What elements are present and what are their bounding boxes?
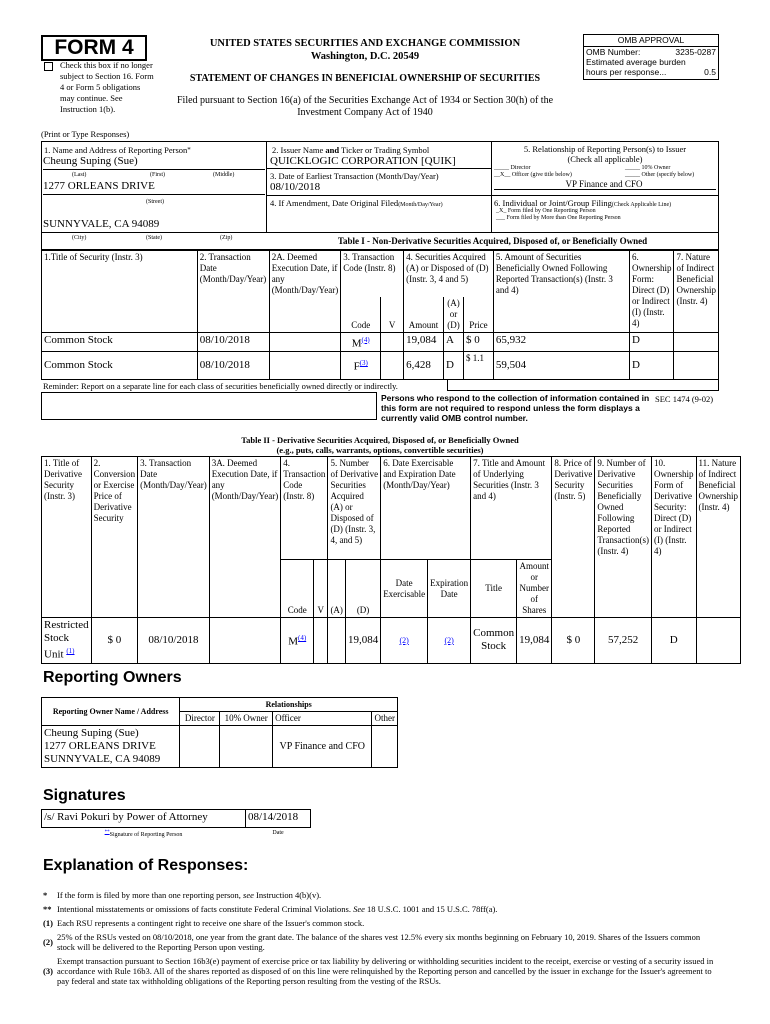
box6-label: 6. Individual or Joint/Group Filing(Check Applicable Line) <box>494 198 672 208</box>
omb-number-row <box>584 47 718 57</box>
t1-row-code: $M^{(4)}$ <box>341 332 381 352</box>
t2-row-code: $M^{(4)}$ <box>281 618 314 664</box>
table1-title: Table I - Non-Derivative Securities Acquired, Disposed of, or Beneficially Owned <box>337 236 648 246</box>
t2-h4: 4. Transaction Code (Instr. 8) <box>281 457 328 560</box>
t1-row-amount: 19,084 <box>404 332 444 352</box>
t1-h3: 3. Transaction Code (Instr. 8) <box>341 251 404 297</box>
t1-row-date: 08/10/2018 <box>197 352 269 380</box>
agency-line2: Washington, D.C. 20549 <box>310 51 420 62</box>
signature-table <box>41 809 311 844</box>
state-label: (State) <box>146 235 162 241</box>
owner-col-director: Director <box>180 712 220 726</box>
t1-sub-v: V <box>381 297 404 333</box>
footnote-link[interactable]: (2) <box>428 618 471 664</box>
box2-label: 2. Issuer Name and Ticker or Trading Symbol <box>272 145 430 155</box>
omb-title: OMB APPROVAL <box>584 35 718 47</box>
footnote-link[interactable]: (3) <box>359 359 368 368</box>
t2-sub-title: Title <box>471 560 517 618</box>
t2-row-conv: $ 0 <box>91 618 138 664</box>
t1-h7: 7. Nature of Indirect Beneficial Ownership (Instr. 4) <box>674 251 719 333</box>
city-underline <box>41 232 719 233</box>
t2-h2: 2. Conversion or Exercise Price of Derivative Security <box>91 457 138 618</box>
box3-label: 3. Date of Earliest Transaction (Month/Day/Year) <box>270 171 439 181</box>
print-type-note: (Print or Type Responses) <box>41 129 130 139</box>
t1-h6: 6. Ownership Form: Direct (D) or Indirect (I) (Instr. 4) <box>629 251 674 333</box>
omb-hours-label: hours per response... <box>586 67 667 77</box>
explanation-item: (2) 25% of the RSUs vested on 08/10/2018, one year from the grant date. The balance of the shares vest 12.5% every six months beginning on February 10, 2019. Shares of the Issuers common stock will be delivered to the Reporting Person upon vesting. <box>43 932 701 952</box>
t2-row-d: 19,084 <box>345 618 380 664</box>
t1-row-title: Common Stock <box>42 352 198 380</box>
t2-row-owned: 57,252 <box>595 618 652 664</box>
owner-other <box>372 726 398 768</box>
middle-label: (Middle) <box>213 172 235 178</box>
table-row <box>42 618 741 664</box>
t1-row-owned: 59,504 <box>493 352 629 380</box>
one-person-option: _X_ Form filed by One Reporting Person <box>496 208 596 214</box>
check-box-text: Check this box if no longer subject to Section 16. Form 4 or Form 5 obligations may continue. See Instruction 1(b). <box>60 60 154 114</box>
name-underline <box>43 169 265 170</box>
t1-row-date: 08/10/2018 <box>197 332 269 352</box>
t2-row-date: 08/10/2018 <box>138 618 210 664</box>
t2-h7: 7. Title and Amount of Underlying Securities (Instr. 3 and 4) <box>471 457 552 560</box>
reporting-owners-heading: Reporting Owners <box>43 669 182 686</box>
table-row <box>42 726 398 768</box>
t2-h10: 10. Ownership Form of Derivative Security: Direct (D) or Indirect (I) (Instr. 4) <box>652 457 697 618</box>
explanation-list <box>43 890 719 986</box>
reminder-line <box>447 379 719 391</box>
table1 <box>41 250 719 380</box>
t1-row-form: D <box>629 352 674 380</box>
t2-row-u-amount: 19,084 <box>517 618 552 664</box>
t2-row-u-title: Common Stock <box>471 618 517 664</box>
statement-title: STATEMENT OF CHANGES IN BENEFICIAL OWNERSHIP OF SECURITIES <box>189 73 541 84</box>
t1-row-price: $ 1.1 <box>463 352 493 380</box>
owner-col-other: Other <box>372 712 398 726</box>
owner-director <box>180 726 220 768</box>
agency-header <box>170 38 560 119</box>
owner-col-ten: 10% Owner <box>220 712 273 726</box>
t1-sub-price: Price <box>463 297 493 333</box>
t1-h4: 4. Securities Acquired (A) or Disposed of (D) (Instr. 3, 4 and 5) <box>404 251 494 297</box>
omb-burden-label: Estimated average burden <box>586 57 686 67</box>
t2-row-nature <box>696 618 740 664</box>
t2-sub-a: (A) <box>328 560 346 618</box>
table2-title: Table II - Derivative Securities Acquired, Disposed of, or Beneficially Owned <box>241 435 519 445</box>
owner-col-officer: Officer <box>273 712 372 726</box>
last-label: (Last) <box>72 172 87 178</box>
t1-sub-amount: Amount <box>404 297 444 333</box>
t2-h3a: 3A. Deemed Execution Date, if any (Month/Day/Year) <box>209 457 281 618</box>
reminder: Reminder: Report on a separate line for each class of securities beneficially owned directly or indirectly. <box>43 381 398 391</box>
signature-date-label: Date <box>272 830 284 836</box>
t1-row-v <box>381 332 404 352</box>
owner-address: Cheung Suping (Sue) 1277 ORLEANS DRIVE SUNNYVALE, CA 94089 <box>42 726 180 768</box>
table-row <box>42 332 719 352</box>
t1-sub-code: Code <box>341 297 381 333</box>
city-label: (City) <box>72 235 87 241</box>
owner-ten <box>220 726 273 768</box>
title-underline <box>494 189 716 190</box>
t2-row-deemed <box>209 618 281 664</box>
t2-row-price: $ 0 <box>552 618 595 664</box>
officer-title: VP Finance and CFO <box>565 179 643 189</box>
t2-sub-exercisable: Date Exercisable <box>381 560 428 618</box>
reporting-person-street: 1277 ORLEANS DRIVE <box>43 180 155 192</box>
t2-row-v <box>314 618 328 664</box>
form-title-box <box>41 35 147 61</box>
owner-officer-title: VP Finance and CFO <box>273 726 372 768</box>
box4-label: 4. If Amendment, Date Original Filed(Month/Day/Year) <box>270 198 443 208</box>
t2-h8: 8. Price of Derivative Security (Instr. 5) <box>552 457 595 618</box>
t2-h11: 11. Nature of Indirect Beneficial Ownership (Instr. 4) <box>696 457 740 618</box>
signature-label: **Signature of Reporting Person <box>104 830 183 838</box>
sec-code: SEC 1474 (9-02) <box>655 394 714 404</box>
t2-row-form: D <box>652 618 697 664</box>
t2-sub-amount: Amount or Number of Shares <box>517 560 552 618</box>
t1-h1: 1.Title of Security (Instr. 3) <box>42 251 198 333</box>
t1-row-v <box>381 352 404 380</box>
earliest-transaction-date: 08/10/2018 <box>270 181 321 193</box>
filed-line1: Filed pursuant to Section 16(a) of the Securities Exchange Act of 1934 or Section 30(h) of the <box>176 95 554 106</box>
table2 <box>41 456 741 664</box>
t2-row-a <box>328 618 346 664</box>
table-row <box>42 352 719 380</box>
box2-divider <box>266 168 491 169</box>
form-title: FORM 4 <box>54 36 134 59</box>
t1-row-deemed <box>269 352 341 380</box>
t1-row-title: Common Stock <box>42 332 198 352</box>
explanation-item: ** Intentional misstatements or omissions of facts constitute Federal Criminal Violations. See 18 U.S.C. 1001 and 15 U.S.C. 78ff(a). <box>43 904 498 914</box>
t1-h2: 2. Transaction Date (Month/Day/Year) <box>197 251 269 333</box>
other-option: _____ Other (specify below) <box>625 172 695 178</box>
reporting-owners-table <box>41 697 398 768</box>
divider-v1 <box>266 141 267 233</box>
omb-hours: 0.5 <box>704 67 716 77</box>
t2-sub-d: (D) <box>345 560 380 618</box>
t1-row-nature <box>674 352 719 380</box>
box5-divider <box>491 195 719 196</box>
t1-h2a: 2A. Deemed Execution Date, if any (Month/Day/Year) <box>269 251 341 333</box>
t2-h3: 3. Transaction Date (Month/Day/Year) <box>138 457 210 618</box>
t1-row-owned: 65,932 <box>493 332 629 352</box>
officer-option: __X__ Officer (give title below) <box>494 172 572 178</box>
t2-row-title: Restricted Stock Unit $^{(1)}$ <box>42 618 92 664</box>
street-label: (Street) <box>146 199 164 205</box>
explanation-heading: Explanation of Responses: <box>43 857 249 874</box>
filed-line2: Investment Company Act of 1940 <box>297 107 433 118</box>
t1-row-aord: D <box>444 352 464 380</box>
box1-label: 1. Name and Address of Reporting Person* <box>44 145 191 155</box>
issuer-name: QUICKLOGIC CORPORATION [QUIK] <box>270 155 456 167</box>
box1-star: * <box>187 146 191 154</box>
t2-sub-v: V <box>314 560 328 618</box>
omb-hours-row <box>584 67 718 77</box>
signer-name: /s/ Ravi Pokuri by Power of Attorney <box>42 810 246 828</box>
explanation-item: * If the form is filed by more than one reporting person, see Instruction 4(b)(v). <box>43 890 322 900</box>
t2-h1: 1. Title of Derivative Security (Instr. 3) <box>42 457 92 618</box>
omb-number-label: OMB Number: <box>586 47 641 57</box>
reporting-person-city: SUNNYVALE, CA 94089 <box>43 218 160 230</box>
t2-h5: 5. Number of Derivative Securities Acquired (A) or Disposed of (D) (Instr. 3, 4, and 5) <box>328 457 381 560</box>
table2-title-block <box>41 435 719 455</box>
agency-line1: UNITED STATES SECURITIES AND EXCHANGE COMMISSION <box>209 38 521 49</box>
owner-col-name: Reporting Owner Name / Address <box>42 698 180 726</box>
t1-row-code: $F^{(3)}$ <box>341 352 381 380</box>
footnote-link[interactable]: (1) <box>66 647 75 655</box>
t1-row-form: D <box>629 332 674 352</box>
t1-h5: 5. Amount of Securities Beneficially Owned Following Reported Transaction(s) (Instr. 3 and 4) <box>493 251 629 333</box>
t1-row-price: $ 0 <box>463 332 493 352</box>
omb-number: 3235-0287 <box>675 47 716 57</box>
table2-subtitle: (e.g., puts, calls, warrants, options, convertible securities) <box>276 445 484 455</box>
street-underline <box>43 194 265 195</box>
t2-sub-code: Code <box>281 560 314 618</box>
box3-divider <box>266 195 491 196</box>
reporting-person-name: Cheung Suping (Sue) <box>43 155 138 167</box>
reminder-box <box>41 392 377 420</box>
persons-notice: Persons who respond to the collection of information contained in this form are not required to respond unless the form displays a currently valid OMB control number. <box>381 393 650 423</box>
signatures-heading: Signatures <box>43 787 126 804</box>
t2-h6: 6. Date Exercisable and Expiration Date (Month/Day/Year) <box>381 457 471 560</box>
box5-label: 5. Relationship of Reporting Person(s) to Issuer (Check all applicable) <box>523 144 687 164</box>
explanation-item: (1) Each RSU represents a contingent right to receive one share of the Issuer's common stock. <box>43 918 365 928</box>
t1-sub-aord: (A) or (D) <box>444 297 464 333</box>
t1-row-amount: 6,428 <box>404 352 444 380</box>
t1-row-deemed <box>269 332 341 352</box>
explanation-item: (3) Exempt transaction pursuant to Section 16b3(e) payment of exercise price or tax liability by delivering or withholding securities incident to the receipt, exercise or vesting of a security issued in accordance with Rule 16b3. All of the shares reported as disposed of on this line were relinquished by the Reporting person and cancelled by the issuer in exchange for the Issuer's agreement to pay federal and state tax withholding obligations of the Reporting person resulting from the vesting of the RSUs. <box>43 956 714 986</box>
t1-row-nature <box>674 332 719 352</box>
t2-sub-expiration: Expiration Date <box>428 560 471 618</box>
no-longer-subject-checkbox[interactable] <box>44 62 53 71</box>
director-option: _____ Director <box>494 165 531 171</box>
omb-approval-box <box>583 34 719 80</box>
t2-h9: 9. Number of Derivative Securities Beneficially Owned Following Reported Transaction(s) (Instr. 4) <box>595 457 652 618</box>
footnote-link[interactable]: (4) <box>361 335 370 344</box>
signature-date: 08/14/2018 <box>246 810 311 828</box>
ten-pct-option: _____ 10% Owner <box>625 165 671 171</box>
footnote-link[interactable]: (2) <box>381 618 428 664</box>
first-label: (First) <box>150 172 165 178</box>
zip-label: (Zip) <box>220 235 233 241</box>
multi-person-option: ___ Form filed by More than One Reporting Person <box>496 215 621 221</box>
footnote-link[interactable]: (4) <box>298 634 307 642</box>
t1-row-aord: A <box>444 332 464 352</box>
owner-col-relationships: Relationships <box>180 698 398 712</box>
